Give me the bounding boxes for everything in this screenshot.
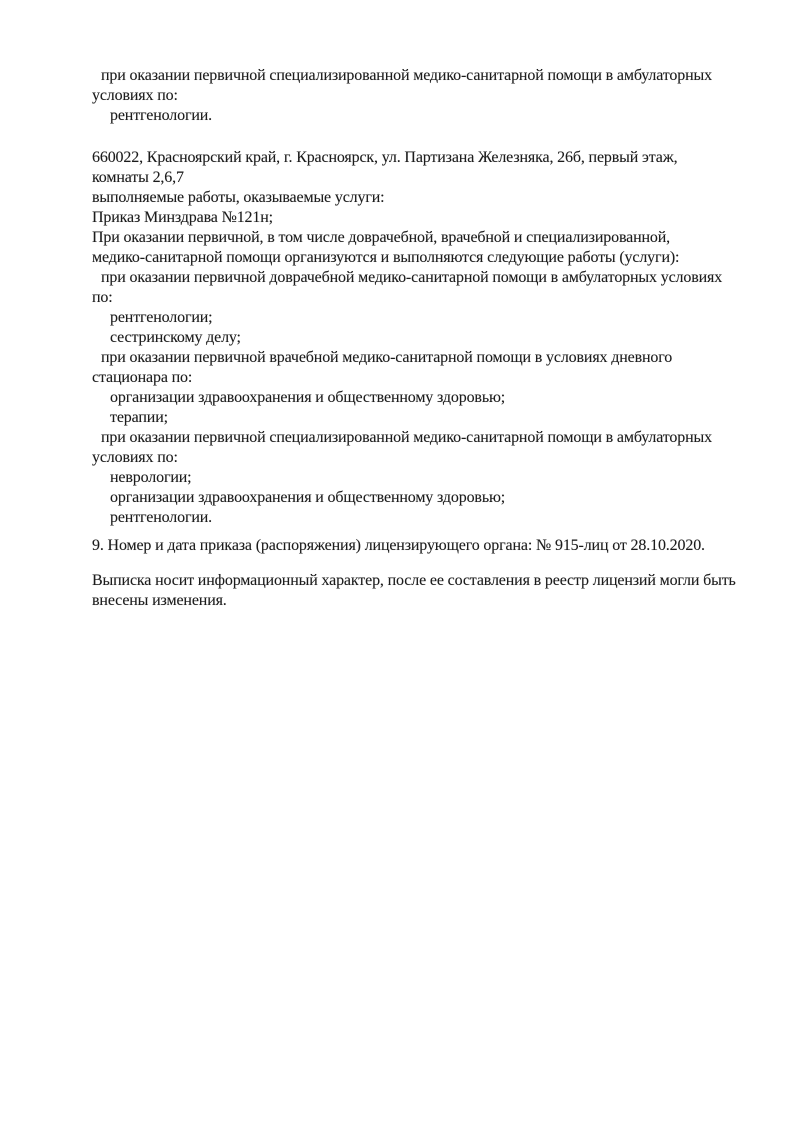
text-line: стационара по: (92, 369, 193, 386)
text-line: при оказании первичной специализированной медико-санитарной помощи в амбулаторных (101, 67, 712, 84)
service-item: организации здравоохранения и общественному здоровью; (110, 389, 506, 406)
section-address-and-services (92, 148, 764, 528)
text-line: выполняемые работы, оказываемые услуги: (92, 189, 385, 206)
text-line: по: (92, 289, 113, 306)
service-item: организации здравоохранения и общественному здоровью; (110, 489, 506, 506)
document-content (92, 66, 764, 611)
text-line: условиях по: (92, 87, 178, 104)
order-number-line: 9. Номер и дата приказа (распоряжения) лицензирующего органа: № 915-лиц от 28.10.2020. (92, 537, 705, 554)
service-item: терапии; (110, 409, 168, 426)
text-line: условиях по: (92, 449, 178, 466)
text-line: при оказании первичной доврачебной медико-санитарной помощи в амбулаторных условиях (101, 269, 723, 286)
text-line: медико-санитарной помощи организуются и выполняются следующие работы (услуги): (92, 249, 680, 266)
section-order-number (92, 536, 764, 556)
service-item: неврологии; (110, 469, 192, 486)
address-line: 660022, Красноярский край, г. Красноярск, ул. Партизана Железняка, 26б, первый этаж, (92, 149, 678, 166)
disclaimer-line: Выписка носит информационный характер, после ее составления в реестр лицензий могли быть (92, 572, 736, 589)
section-previous-address-services (92, 66, 764, 126)
text-line: Приказ Минздрава №121н; (92, 209, 273, 226)
disclaimer-line: внесены изменения. (92, 592, 227, 609)
service-item: сестринскому делу; (110, 329, 241, 346)
service-item: рентгенологии; (110, 309, 213, 326)
section-disclaimer (92, 571, 764, 611)
text-line: При оказании первичной, в том числе доврачебной, врачебной и специализированной, (92, 229, 671, 246)
text-line: при оказании первичной специализированной медико-санитарной помощи в амбулаторных (101, 429, 712, 446)
text-line: при оказании первичной врачебной медико-санитарной помощи в условиях дневного (101, 349, 673, 366)
service-item: рентгенологии. (110, 509, 213, 526)
text-line: рентгенологии. (110, 107, 213, 124)
address-line: комнаты 2,6,7 (92, 169, 184, 186)
